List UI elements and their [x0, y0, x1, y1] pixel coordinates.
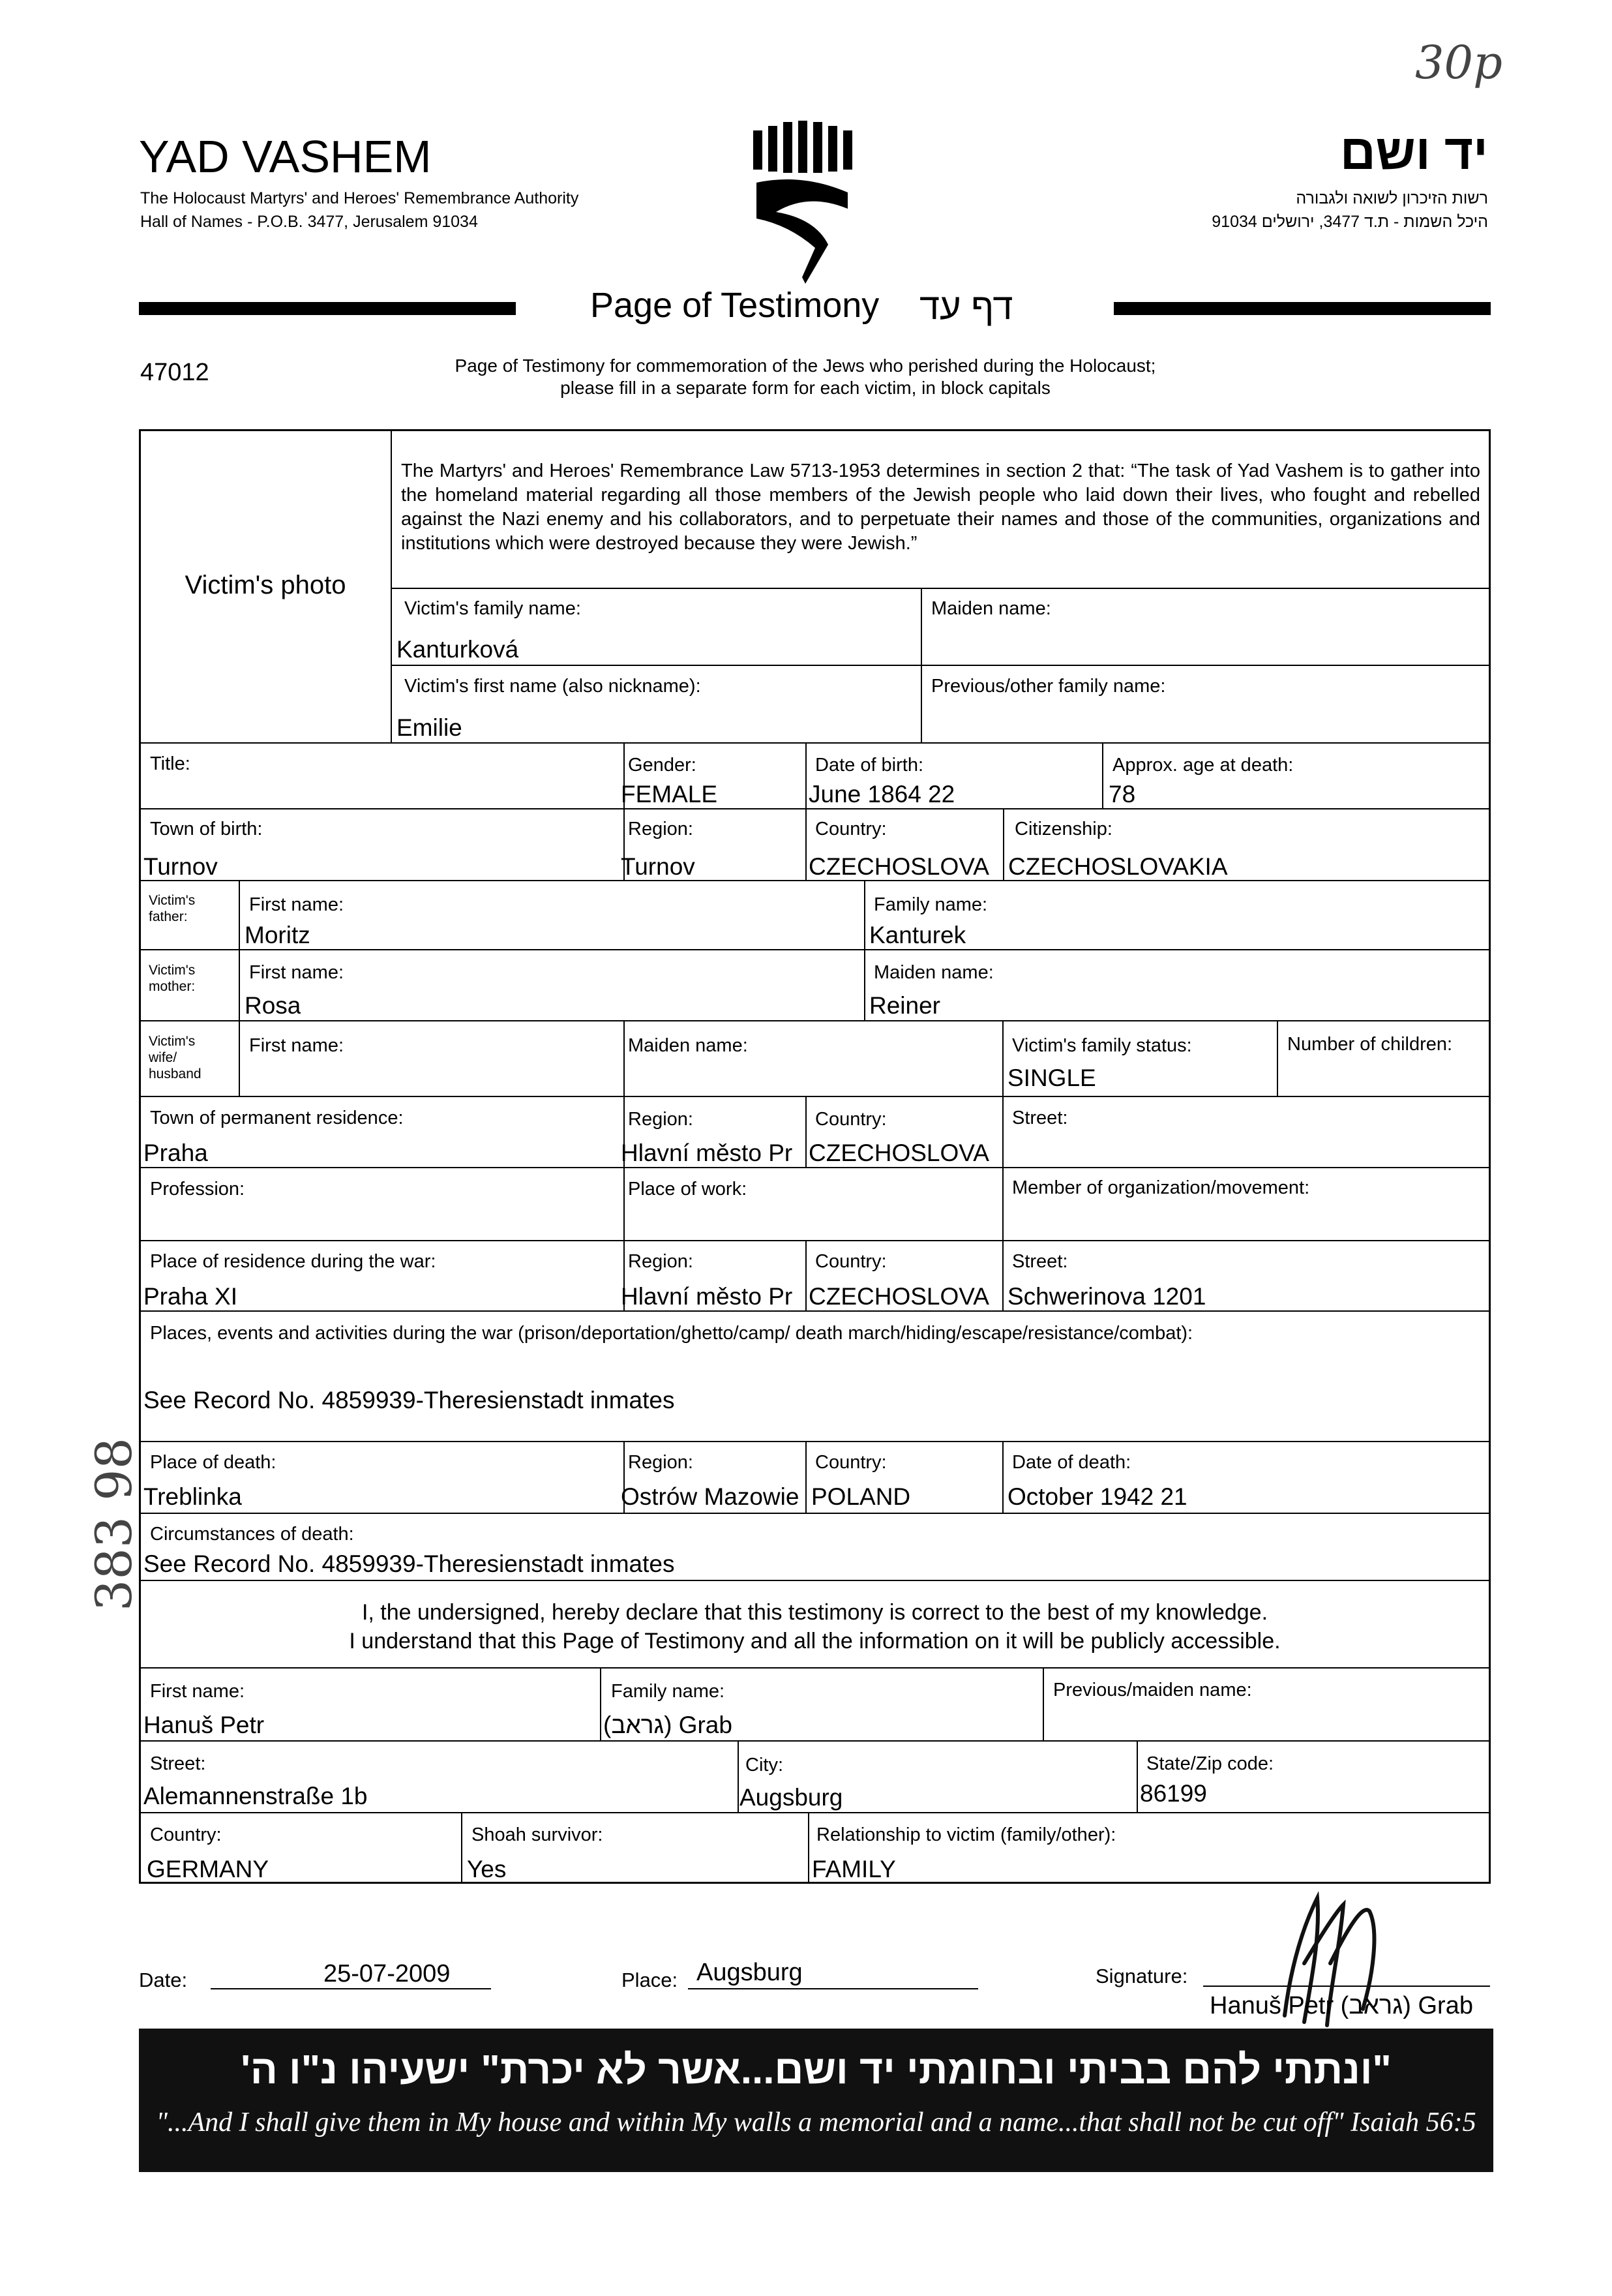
family-status-label: Victim's family status: [1012, 1035, 1192, 1056]
perm-street-cell [1002, 1096, 1491, 1168]
gender-label: Gender: [628, 755, 696, 776]
citizenship-label: Citizenship: [1015, 819, 1112, 839]
father-label: Victim's father: [149, 893, 196, 924]
footer-english-quote: "...And I shall give them in My house and within My walls a memorial and a name...that shall not be cut off" Isaiah 56:5 [156, 2107, 1476, 2137]
profession-label: Profession: [150, 1179, 245, 1200]
submitter-country-label: Country: [150, 1824, 222, 1845]
form-description [404, 355, 1206, 399]
relationship-value[interactable]: FAMILY [812, 1856, 896, 1882]
form-description-line1: Page of Testimony for commemoration of the Jews who perished during the Holocaust; [455, 355, 1156, 376]
photo-label: Victim's photo [185, 571, 346, 599]
submitter-family-value[interactable]: (גראב) Grab [603, 1712, 732, 1738]
circumstances-label: Circumstances of death: [150, 1524, 354, 1545]
war-street-value[interactable]: Schwerinova 1201 [1008, 1283, 1206, 1310]
birth-region-label: Region: [628, 819, 693, 839]
submitter-prev-label: Previous/maiden name: [1053, 1680, 1252, 1700]
spouse-label: Victim's wife/ husband [149, 1034, 202, 1081]
town-birth-value[interactable]: Turnov [143, 853, 218, 880]
citizenship-value[interactable]: CZECHOSLOVAKIA [1008, 853, 1228, 880]
perm-country-label: Country: [815, 1109, 887, 1130]
family-status-value[interactable]: SINGLE [1008, 1065, 1096, 1091]
title-cell [139, 742, 625, 809]
gender-value[interactable]: FEMALE [621, 781, 718, 808]
death-place-value[interactable]: Treblinka [143, 1483, 242, 1510]
submitter-street-value[interactable]: Alemannenstraße 1b [143, 1783, 368, 1809]
place-value[interactable]: Augsburg [696, 1959, 803, 1986]
relationship-cell [808, 1812, 1491, 1884]
place-line [688, 1988, 978, 1989]
events-label: Places, events and activities during the war (prison/deportation/ghetto/camp/ death march/hiding/escape/resistance/combat): [150, 1323, 1193, 1344]
margin-note: 383 98 [85, 1438, 143, 1611]
submitter-first-label: First name: [150, 1681, 245, 1702]
mother-first-cell [239, 949, 865, 1021]
footer-quote-band [139, 2029, 1493, 2172]
hebrew-org-name: יד ושם [1339, 125, 1488, 180]
date-label: Date: [139, 1969, 188, 1991]
death-date-value[interactable]: October 1942 21 [1008, 1483, 1187, 1510]
father-first-value[interactable]: Moritz [245, 922, 310, 948]
submitter-city-label: City: [745, 1755, 783, 1775]
hebrew-org-subtitle: רשות הזיכרון לשואה ולגבורה [1296, 189, 1488, 207]
perm-town-value[interactable]: Praha [143, 1140, 208, 1166]
submitter-country-value[interactable]: GERMANY [147, 1856, 269, 1882]
death-region-label: Region: [628, 1452, 693, 1473]
war-town-value[interactable]: Praha XI [143, 1283, 237, 1310]
spouse-first-cell [239, 1020, 625, 1097]
submitter-first-value[interactable]: Hanuš Petr [143, 1712, 265, 1738]
death-date-label: Date of death: [1012, 1452, 1131, 1473]
war-town-label: Place of residence during the war: [150, 1251, 436, 1272]
header-rule-right [1114, 302, 1491, 315]
date-line [211, 1988, 491, 1989]
yad-vashem-logo [750, 121, 861, 284]
declaration [139, 1598, 1491, 1655]
war-country-value[interactable]: CZECHOSLOVA [809, 1283, 989, 1310]
workplace-label: Place of work: [628, 1179, 747, 1200]
war-region-label: Region: [628, 1251, 693, 1272]
perm-country-value[interactable]: CZECHOSLOVA [809, 1140, 989, 1166]
father-family-value[interactable]: Kanturek [869, 922, 966, 948]
age-value[interactable]: 78 [1109, 781, 1136, 808]
death-region-value[interactable]: Ostrów Mazowie [621, 1483, 799, 1510]
war-region-value[interactable]: Hlavní město Pr [621, 1283, 793, 1310]
declaration-line1: I, the undersigned, hereby declare that this testimony is correct to the best of my knowledge. [361, 1600, 1268, 1625]
war-country-label: Country: [815, 1251, 887, 1272]
perm-region-label: Region: [628, 1109, 693, 1130]
footer-hebrew-quote: "ונתתי להם בביתי ובחומתי יד ושם...אשר לא יכרת" ישעיהו נ"ו ה' [241, 2047, 1392, 2092]
org-address: Hall of Names - P.O.B. 3477, Jerusalem 91034 [140, 213, 478, 231]
spouse-maiden-cell [623, 1020, 1004, 1097]
place-label: Place: [621, 1969, 678, 1991]
death-country-label: Country: [815, 1452, 887, 1473]
perm-street-label: Street: [1012, 1108, 1068, 1128]
birth-country-value[interactable]: CZECHOSLOVA [809, 853, 989, 880]
maiden-name-label: Maiden name: [931, 598, 1051, 619]
family-name-value[interactable]: Kanturková [396, 636, 519, 663]
submitter-prev-cell [1043, 1667, 1491, 1742]
header-rule-left [139, 302, 516, 315]
perm-town-label: Town of permanent residence: [150, 1108, 404, 1128]
document-number: 47012 [140, 359, 209, 386]
prev-family-label: Previous/other family name: [931, 676, 1166, 697]
father-first-label: First name: [249, 894, 344, 915]
submitter-family-label: Family name: [611, 1681, 725, 1702]
mother-label: Victim's mother: [149, 963, 196, 994]
org-name: YAD VASHEM [139, 131, 432, 182]
perm-town-cell [139, 1096, 625, 1168]
birth-region-value[interactable]: Turnov [621, 853, 695, 880]
family-name-label: Victim's family name: [404, 598, 581, 619]
first-name-label: Victim's first name (also nickname): [404, 676, 701, 697]
town-birth-label: Town of birth: [150, 819, 263, 839]
children-cell [1277, 1020, 1491, 1097]
first-name-value[interactable]: Emilie [396, 714, 462, 741]
relationship-label: Relationship to victim (family/other): [816, 1824, 1116, 1845]
birth-country-label: Country: [815, 819, 887, 839]
form-title-hebrew: דף עד [919, 286, 1013, 327]
member-label: Member of organization/movement: [1012, 1177, 1310, 1198]
events-value[interactable]: See Record No. 4859939-Theresienstadt inmates [143, 1387, 675, 1413]
org-subtitle: The Holocaust Martyrs' and Heroes' Remembrance Authority [140, 189, 579, 207]
submitter-zip-label: State/Zip code: [1146, 1753, 1274, 1774]
form-title: Page of Testimony [590, 286, 880, 325]
law-text: The Martyrs' and Heroes' Remembrance Law 5713-1953 determines in section 2 that: “The task of Yad Vashem is to gather into the homeland material regarding all those members of the Jewish people who laid down their lives, who fought and rebelled against the Nazi enemy and his collaborators, and to perpetuate their names and those of the communities, organizations and institutions which were destroyed because they were Jewish.” [401, 461, 1480, 554]
submitter-zip-value[interactable]: 86199 [1140, 1780, 1207, 1807]
signature-name: Hanuš Petr (גראב) Grab [1210, 1992, 1473, 2019]
hebrew-org-address: היכל השמות - ת.ד 3477, ירושלים 91034 [1212, 213, 1488, 231]
dob-value[interactable]: June 1864 22 [809, 781, 955, 808]
perm-region-value[interactable]: Hlavní město Pr [621, 1140, 793, 1166]
mother-maiden-label: Maiden name: [874, 962, 994, 983]
war-street-label: Street: [1012, 1251, 1068, 1272]
mother-first-value[interactable]: Rosa [245, 992, 301, 1019]
page-number-note: 30p [1415, 36, 1502, 89]
mother-first-label: First name: [249, 962, 344, 983]
death-country-value[interactable]: POLAND [811, 1483, 911, 1510]
father-family-label: Family name: [874, 894, 988, 915]
dob-label: Date of birth: [815, 755, 924, 776]
submitter-city-value[interactable]: Augsburg [739, 1784, 843, 1811]
circumstances-value[interactable]: See Record No. 4859939-Theresienstadt inmates [143, 1550, 675, 1577]
children-label: Number of children: [1287, 1034, 1453, 1055]
form-description-line2: please fill in a separate form for each victim, in block capitals [560, 378, 1051, 398]
declaration-line2: I understand that this Page of Testimony and all the information on it will be publicly accessible. [349, 1629, 1281, 1654]
date-value[interactable]: 25-07-2009 [323, 1960, 451, 1987]
survivor-cell [461, 1812, 809, 1884]
signature-label: Signature: [1096, 1965, 1188, 1987]
survivor-value[interactable]: Yes [467, 1856, 507, 1882]
spouse-maiden-label: Maiden name: [628, 1035, 748, 1056]
spouse-first-label: First name: [249, 1035, 344, 1056]
age-label: Approx. age at death: [1112, 755, 1294, 776]
mother-maiden-cell [864, 949, 1491, 1021]
mother-maiden-value[interactable]: Reiner [869, 992, 940, 1019]
submitter-street-label: Street: [150, 1753, 206, 1774]
survivor-label: Shoah survivor: [471, 1824, 603, 1845]
title-label: Title: [150, 753, 190, 774]
death-place-label: Place of death: [150, 1452, 276, 1473]
